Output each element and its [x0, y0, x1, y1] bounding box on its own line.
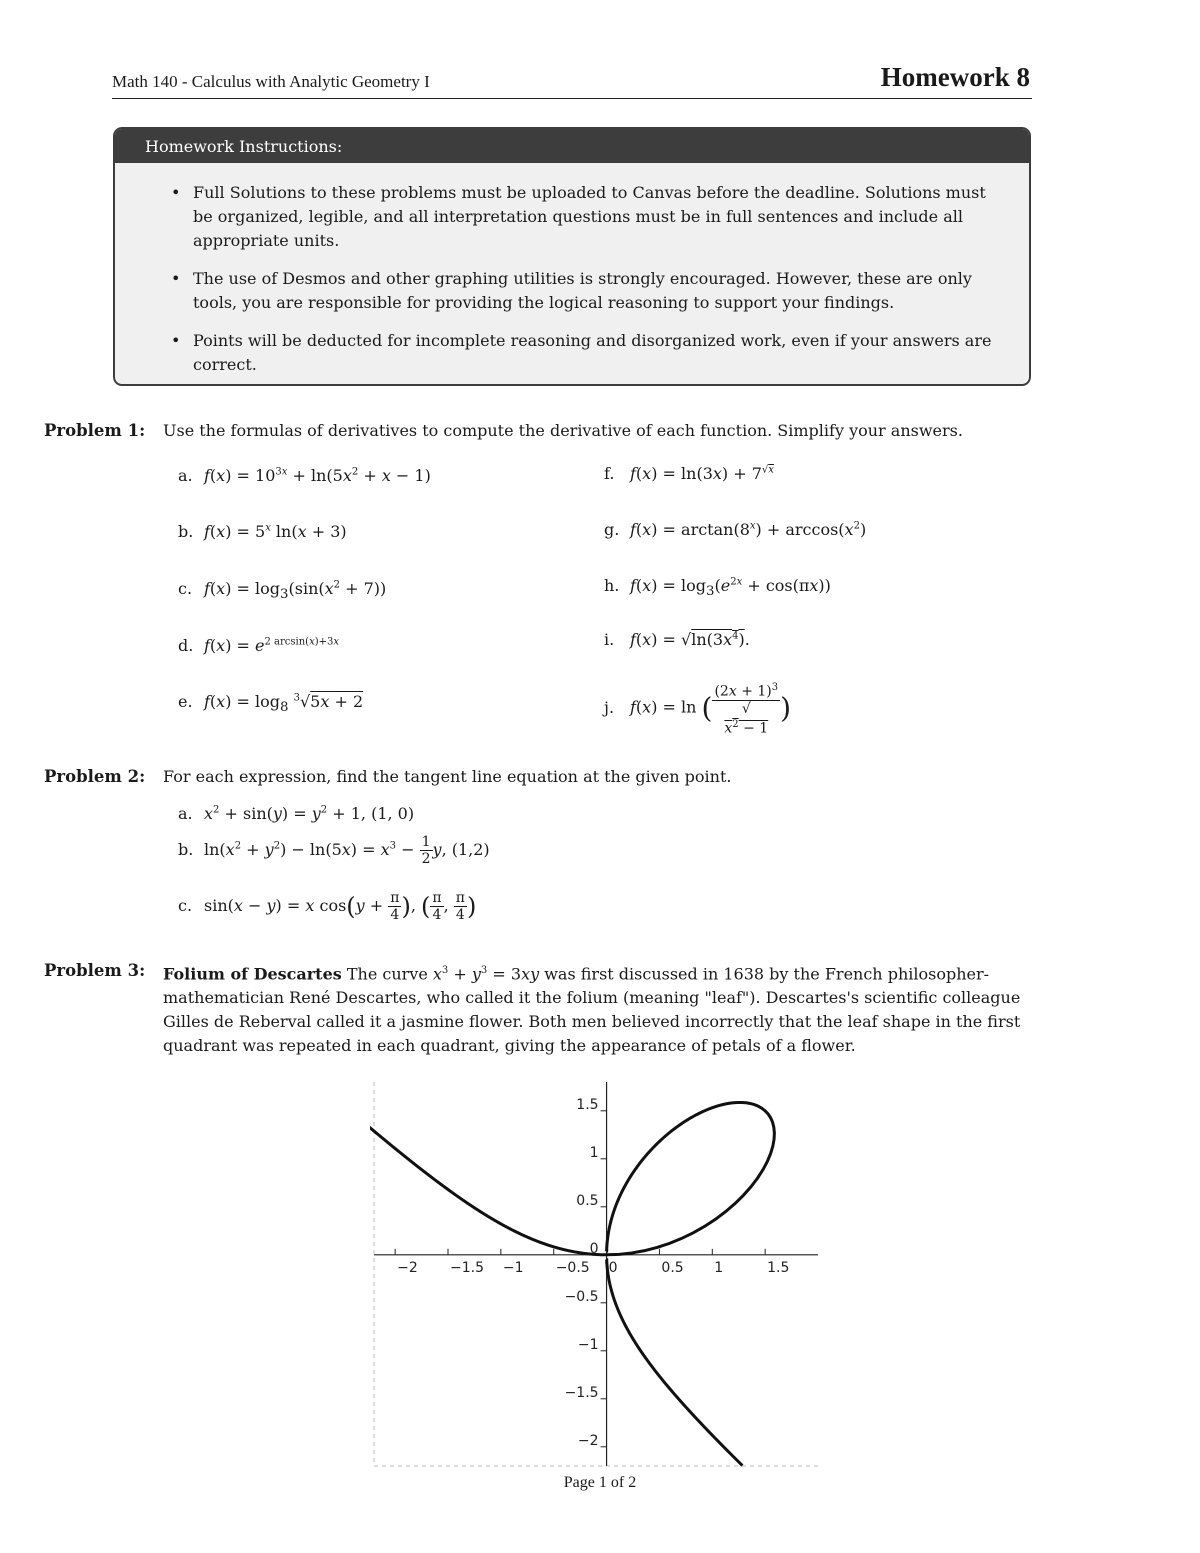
- problem-2-label: Problem 2:: [44, 767, 146, 786]
- problem-3-text-pre: The curve: [346, 964, 428, 984]
- problem-1j: j. f(x) = ln ( $(2x + 1)^3$ √ $x^2 - 1$ ): [604, 682, 792, 737]
- instructions-box: [113, 127, 1031, 386]
- x-tick-label: −2: [397, 1259, 418, 1276]
- folium-left-branch: [370, 1127, 607, 1255]
- y-tick-label: 1: [589, 1144, 599, 1161]
- x-tick-label: −0.5: [555, 1259, 590, 1276]
- course-title: Math 140 - Calculus with Analytic Geometry I: [112, 72, 430, 91]
- problem-2c: c. sin(x − y) = x cos(y + $\frac{\pi}{4}$ ), ( $\frac{\pi}{4}$ , $\frac{\pi}{4}$ ): [178, 890, 477, 923]
- y-tick-label: 0: [589, 1240, 599, 1257]
- x-tick-label: −1.5: [450, 1259, 484, 1276]
- problem-3-text: Folium of Descartes The curve $x^3 + y^3 = 3xy$ was first discussed in 1638 by the French philosopher-mathematician René Descartes, who called it the folium (meaning "leaf"). Descartes's scientific colleague Gilles de Reberval called it a jasmine flower. Both men believed incorrectly that the leaf shape in the first quadrant was repeated in each quadrant, giving the appearance of petals of a flower.: [163, 964, 1021, 1056]
- problem-3-text-post: was first discussed in 1638 by the French philosopher-mathematician René Descartes, who called it the folium (meaning "leaf"). Descartes's scientific colleague Gilles de Reberval called it a jasmine flower. Both men believed incorrectly that the leaf shape in the first quadrant was repeated in each quadrant, giving the appearance of petals of a flower.: [163, 964, 1021, 1056]
- folium-loop-branch: [607, 1102, 775, 1254]
- problem-1f: f. $f(x) = \ln(3x) + 7^{√x}$: [604, 464, 774, 483]
- problem-1-label: Problem 1:: [44, 421, 146, 440]
- y-tick-label: −1.5: [564, 1384, 599, 1401]
- instruction-item: • Points will be deducted for incomplete reasoning and disorganized work, even if your answers are correct.: [193, 329, 1003, 377]
- problem-1g: g. $f(x) = \arctan(8^x) + \arccos(x^2)$: [604, 520, 867, 539]
- instruction-item: • The use of Desmos and other graphing utilities is strongly encouraged. However, these are only tools, you are responsible for providing the logical reasoning to support your findings.: [193, 267, 1003, 315]
- problem-1d: d. $f(x) = e^{2 arcsin(x)+3x}$: [178, 636, 339, 655]
- y-tick-label: 0.5: [576, 1192, 599, 1209]
- problem-3-label: Problem 3:: [44, 961, 146, 980]
- problem-1a: a. $f(x) = 10^{3x} + \ln(5x^2 + x - 1)$: [178, 466, 431, 485]
- y-tick-label: 1.5: [576, 1096, 599, 1113]
- problem-1e: e. $f(x) = \log_8 ^3√5x + 2$: [178, 692, 364, 716]
- folium-graph: [370, 1078, 822, 1470]
- page-footer: Page 1 of 2: [563, 1474, 637, 1491]
- problem-1-text: Use the formulas of derivatives to compute the derivative of each function. Simplify your answers.: [163, 421, 963, 440]
- x-tick-label: 1: [714, 1259, 724, 1276]
- instruction-item: • Full Solutions to these problems must be uploaded to Canvas before the deadline. Solutions must be organized, legible, and all interpretation questions must be in full sentences and include all appropriate units.: [193, 181, 1003, 253]
- instructions-heading: Homework Instructions:: [115, 129, 1029, 163]
- problem-2b: b. $\ln(x^2 + y^2) - \ln(5x) = x^3$ − $\frac{1}{2}$ y, (1,2): [178, 834, 490, 867]
- problem-1i: i. $f(x) = √\ln(3x^4)$.: [604, 630, 750, 649]
- y-tick-label: −1: [577, 1336, 599, 1353]
- problem-1h: h. $f(x) = \log_3(e^{2x} + \cos(\pi x))$: [604, 576, 831, 600]
- problem-1b: b. $f(x) = 5^x$ ln(x + 3): [178, 522, 347, 541]
- folium-lower-branch: [607, 1260, 743, 1466]
- x-tick-label: 0: [608, 1259, 618, 1276]
- x-tick-label: 1.5: [767, 1259, 790, 1276]
- homework-title: Homework 8: [880, 62, 1030, 92]
- header-rule: [112, 98, 1032, 99]
- x-tick-label: 0.5: [661, 1259, 684, 1276]
- problem-2-text: For each expression, find the tangent line equation at the given point.: [163, 767, 732, 786]
- folium-name: Folium of Descartes: [163, 964, 342, 984]
- x-tick-label: −1: [502, 1259, 524, 1276]
- problem-2a: a. $x^2 + \sin(y) = y^2 + 1$, (1, 0): [178, 804, 415, 823]
- problem-1c: c. $f(x) = \log_3(\sin(x^2 + 7))$: [178, 579, 387, 603]
- y-tick-label: −2: [577, 1432, 599, 1449]
- y-tick-label: −0.5: [564, 1288, 599, 1305]
